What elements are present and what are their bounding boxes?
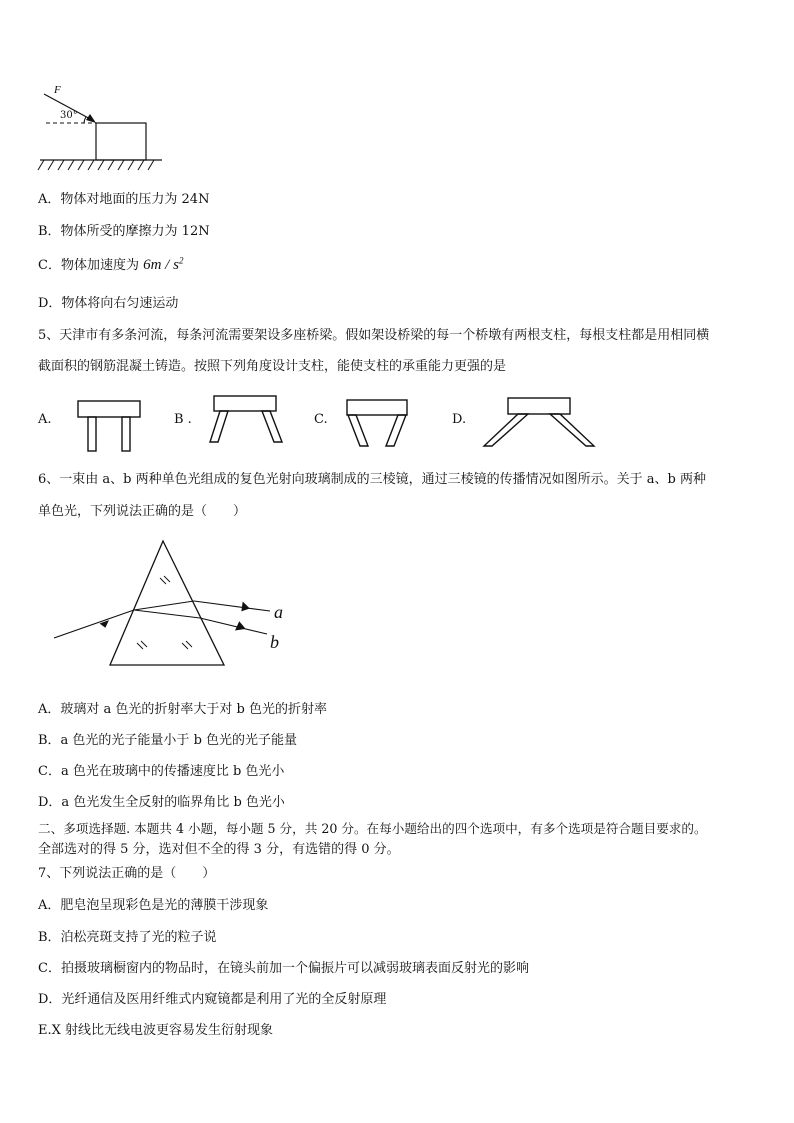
q5-option-c-label: C. bbox=[314, 412, 328, 427]
q4-option-a: A．物体对地面的压力为 24N bbox=[38, 192, 210, 207]
q4-option-c-value: 6 bbox=[143, 257, 151, 273]
q7-option-d: D．光纤通信及医用纤维式内窥镜都是利用了光的全反射原理 bbox=[38, 992, 387, 1007]
q6-option-a: A．玻璃对 a 色光的折射率大于对 b 色光的折射率 bbox=[38, 702, 327, 717]
section2-line2: 全部选对的得 5 分，选对但不全的得 3 分，有选错的得 0 分。 bbox=[38, 842, 400, 857]
q4-option-c-sup: 2 bbox=[178, 255, 184, 266]
q4-option-c-prefix: C．物体加速度为 bbox=[38, 258, 144, 273]
q4-option-d: D．物体将向右匀速运动 bbox=[38, 296, 179, 311]
q5-option-a-label: A. bbox=[38, 412, 52, 427]
q4-option-c bbox=[38, 254, 183, 274]
prism-figure bbox=[52, 538, 292, 668]
q7-option-c: C．拍摄玻璃橱窗内的物品时，在镜头前加一个偏振片可以减弱玻璃表面反射光的影响 bbox=[38, 961, 529, 976]
q6-option-b: B．a 色光的光子能量小于 b 色光的光子能量 bbox=[38, 733, 298, 748]
q7-stem: 7、下列说法正确的是（ ） bbox=[38, 866, 216, 881]
angle-label: 30° bbox=[60, 110, 78, 121]
pillar-figure-d bbox=[484, 396, 596, 450]
pillar-figure-b bbox=[206, 394, 286, 446]
q6-option-d: D．a 色光发生全反射的临界角比 b 色光小 bbox=[38, 795, 285, 810]
q6-option-c: C．a 色光在玻璃中的传播速度比 b 色光小 bbox=[38, 764, 285, 779]
pillar-figure-c bbox=[344, 398, 410, 450]
pillar-figure-a bbox=[76, 398, 142, 454]
q7-option-e: E.X 射线比无线电波更容易发生衍射现象 bbox=[38, 1023, 274, 1038]
q4-option-b: B．物体所受的摩擦力为 12N bbox=[38, 224, 210, 239]
ray-b-label: b bbox=[270, 632, 279, 652]
q5-stem-line2: 截面积的钢筋混凝土铸造。按照下列角度设计支柱，能使支柱的承重能力更强的是 bbox=[38, 359, 507, 374]
q7-option-a: A．肥皂泡呈现彩色是光的薄膜干涉现象 bbox=[38, 898, 269, 913]
section2-line1: 二、多项选择题. 本题共 4 小题，每小题 5 分，共 20 分。在每小题给出的四个选项中，有多个选项是符合题目要求的。 bbox=[38, 821, 707, 836]
ray-a-label: a bbox=[274, 602, 283, 622]
force-label: F bbox=[54, 84, 61, 96]
q6-stem-line1: 6、一束由 a、b 两种单色光组成的复色光射向玻璃制成的三棱镜，通过三棱镜的传播情况如图所示。关于 a、b 两种 bbox=[38, 472, 706, 487]
q4-option-c-unit: m / s bbox=[150, 257, 179, 273]
q5-option-b-label: B . bbox=[174, 412, 192, 427]
q6-stem-line2: 单色光，下列说法正确的是（ ） bbox=[38, 504, 247, 519]
q5-stem-line1: 5、天津市有多条河流，每条河流需要架设多座桥梁。假如架设桥梁的每一个桥墩有两根支柱，每根支柱都是用相同横 bbox=[38, 328, 710, 343]
q7-option-b: B．泊松亮斑支持了光的粒子说 bbox=[38, 930, 217, 945]
q5-option-d-label: D. bbox=[452, 412, 467, 427]
